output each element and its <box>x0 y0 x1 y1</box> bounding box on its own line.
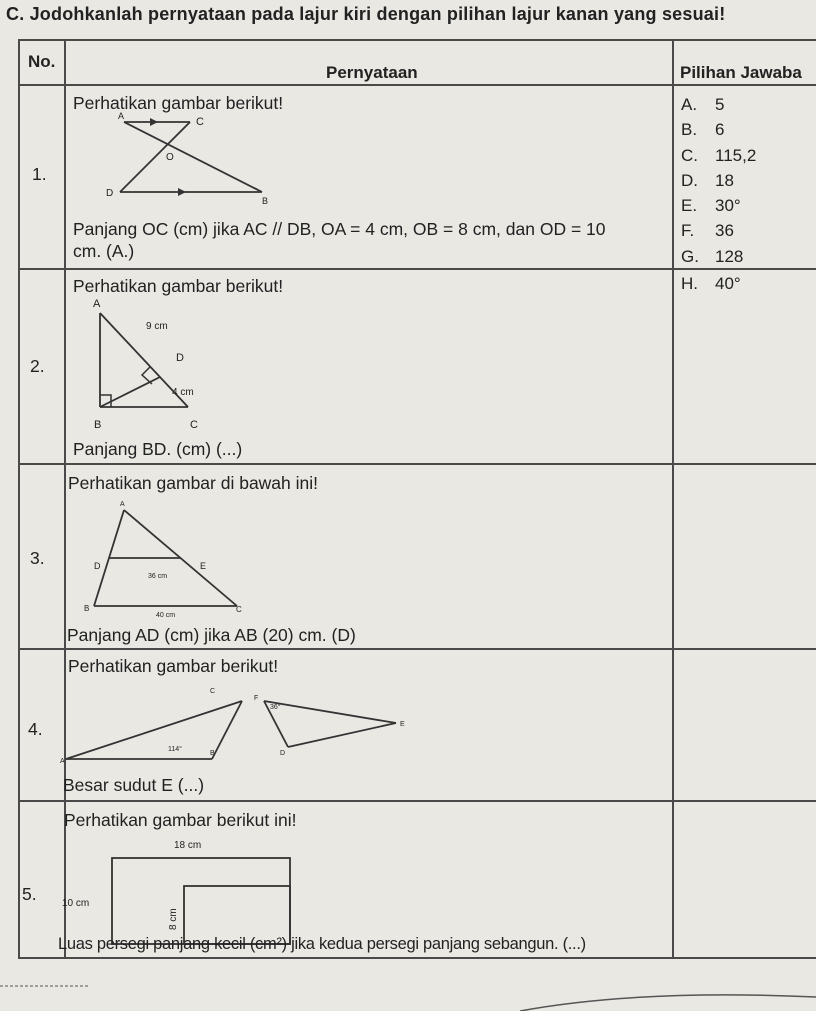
fig4-label-c: C <box>210 688 216 695</box>
row-2-intro: Perhatikan gambar berikut! <box>73 276 284 296</box>
fig4-label-angle-f: 36° <box>270 704 281 711</box>
header-statement: Pernyataan <box>326 63 418 82</box>
choice-e <box>681 196 741 216</box>
fig3-label-de: 36 cm <box>148 573 168 580</box>
fig5-label-top: 18 cm <box>174 840 202 851</box>
choice-d <box>681 171 734 191</box>
choice-b-letter: B. <box>681 120 698 139</box>
choice-d-value: 18 <box>715 171 734 190</box>
fig1-label-d: D <box>106 188 114 199</box>
fig2-label-ad: 9 cm <box>146 321 168 332</box>
fig4-label-e: E <box>400 721 405 728</box>
fig3-label-c: C <box>236 605 242 614</box>
fig1-label-c: C <box>196 116 204 128</box>
section-title: C. Jodohkanlah pernyataan pada lajur kiri dengan pilihan lajur kanan yang sesuai! <box>6 4 726 24</box>
fig2-label-dc: 4 cm <box>172 387 194 398</box>
fig2-label-c: C <box>190 419 198 431</box>
choice-b-value: 6 <box>715 120 725 139</box>
fig3-label-d: D <box>94 561 101 571</box>
column-divider-choices <box>672 39 674 957</box>
row-3-question: Panjang AD (cm) jika AB (20) cm. (D) <box>67 625 356 645</box>
choice-h-letter: H. <box>681 274 698 293</box>
row-5-intro: Perhatikan gambar berikut ini! <box>64 810 297 830</box>
row-2-border <box>18 463 816 465</box>
row-4-number: 4. <box>28 719 43 739</box>
choice-c <box>681 146 756 166</box>
fig2-label-d: D <box>176 352 184 364</box>
row-3-number: 3. <box>30 548 45 568</box>
row-2-question: Panjang BD. (cm) (...) <box>73 439 243 459</box>
row-2-number: 2. <box>30 356 45 376</box>
fig3-label-b: B <box>84 604 90 613</box>
choice-b <box>681 120 724 140</box>
fig4-label-a: A <box>60 758 65 765</box>
choice-g-letter: G. <box>681 247 699 266</box>
row-1-intro: Perhatikan gambar berikut! <box>73 93 284 113</box>
row-2-figure <box>80 295 240 435</box>
row-4-figure <box>60 683 420 773</box>
fig1-label-b: B <box>262 196 269 206</box>
fig1-label-o: O <box>166 152 174 163</box>
choice-g-value: 128 <box>715 247 744 266</box>
header-no: No. <box>28 52 56 71</box>
fig5-label-small: 8 cm <box>168 908 179 930</box>
table-bottom-border <box>18 957 816 959</box>
fig4-label-angle-b: 114° <box>168 746 182 753</box>
row-1-border <box>18 268 816 270</box>
choice-f-letter: F. <box>681 221 695 240</box>
choice-a-letter: A. <box>681 95 698 114</box>
page-edge-decoration <box>0 961 816 1011</box>
fig2-label-b: B <box>94 419 102 431</box>
row-1-question-cont: cm. (A.) <box>73 241 135 261</box>
fig4-label-b: B <box>210 750 215 757</box>
choice-e-letter: E. <box>681 196 698 215</box>
choice-a <box>681 95 724 115</box>
row-4-question: Besar sudut E (...) <box>63 775 205 795</box>
fig4-label-f: F <box>254 695 259 702</box>
row-5-question: Luas persegi panjang kecil (cm²) jika kedua persegi panjang sebangun. (...) <box>58 935 586 953</box>
choice-f-value: 36 <box>715 221 734 240</box>
fig1-label-a: A <box>118 111 125 121</box>
fig3-label-a: A <box>120 501 125 508</box>
fig3-label-bc: 40 cm <box>156 612 176 619</box>
fig5-label-side: 10 cm <box>62 898 90 909</box>
row-3-figure <box>82 498 272 623</box>
header-bottom-border <box>18 84 816 86</box>
row-4-intro: Perhatikan gambar berikut! <box>68 656 279 676</box>
row-1-number: 1. <box>32 164 47 184</box>
row-4-border <box>18 800 816 802</box>
row-3-intro: Perhatikan gambar di bawah ini! <box>68 473 319 493</box>
header-choices: Pilihan Jawaba <box>680 63 802 82</box>
row-5-number: 5. <box>22 884 37 904</box>
table-left-border <box>18 39 20 957</box>
table-top-border <box>18 39 816 41</box>
choice-c-value: 115,2 <box>715 146 757 165</box>
fig2-label-a: A <box>93 298 101 310</box>
choice-e-value: 30° <box>715 196 741 215</box>
choice-h-value: 40° <box>715 274 741 293</box>
choice-a-value: 5 <box>715 95 725 114</box>
choice-h <box>681 274 741 294</box>
row-3-border <box>18 648 816 650</box>
row-1-figure <box>90 112 310 222</box>
fig4-label-d: D <box>280 750 286 757</box>
fig3-label-e: E <box>200 561 207 571</box>
choice-f <box>681 221 734 241</box>
choice-c-letter: C. <box>681 146 698 165</box>
row-1-question: Panjang OC (cm) jika AC // DB, OA = 4 cm, OB = 8 cm, dan OD = 10 <box>73 219 606 239</box>
choice-d-letter: D. <box>681 171 698 190</box>
choice-g <box>681 247 743 267</box>
row-5-figure <box>60 832 300 952</box>
